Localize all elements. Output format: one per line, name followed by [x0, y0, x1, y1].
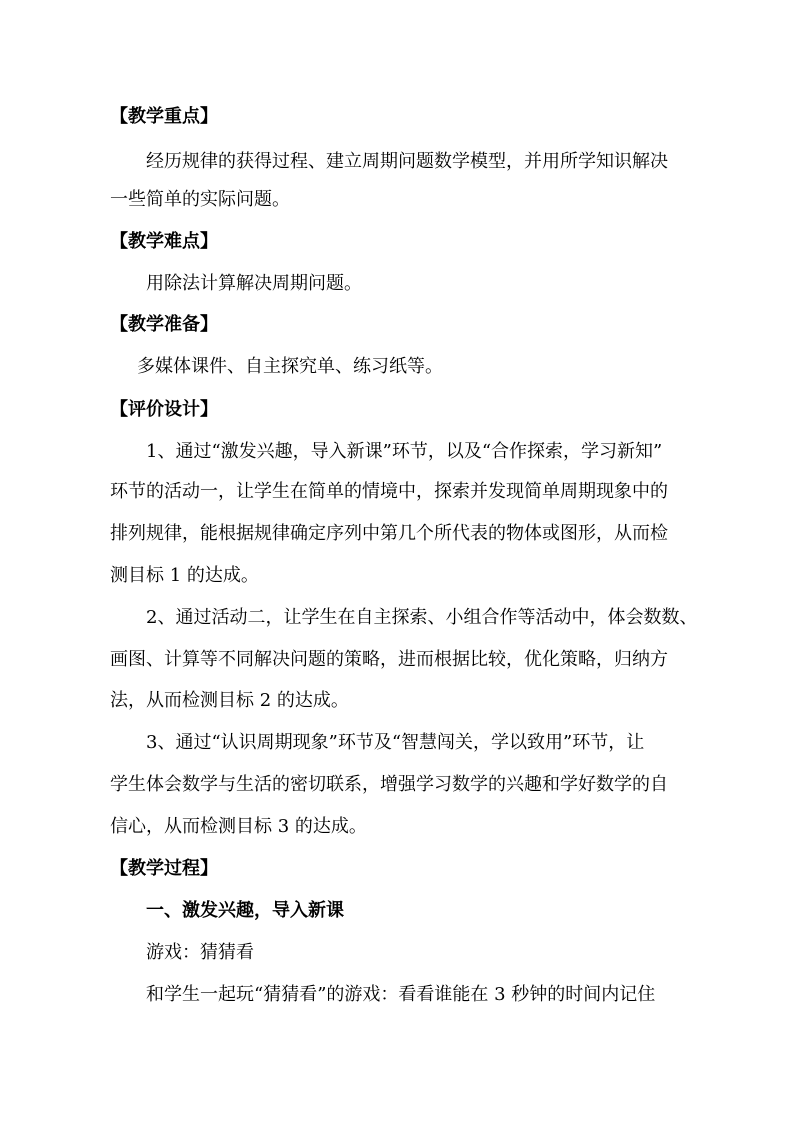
paragraph-line: 学生体会数学与生活的密切联系，增强学习数学的兴趣和学好数学的自 [110, 774, 668, 795]
heading-teaching-difficulty: 【教学难点】 [110, 231, 218, 252]
paragraph-line: 游戏：猜猜看 [146, 942, 254, 963]
paragraph-line: 多媒体课件、自主探究单、练习纸等。 [137, 356, 443, 377]
paragraph-line: 信心，从而检测目标 3 的达成。 [110, 816, 367, 837]
heading-teaching-process: 【教学过程】 [110, 858, 218, 879]
paragraph-line: 排列规律，能根据规律确定序列中第几个所代表的物体或图形，从而检 [110, 523, 668, 544]
paragraph-line: 测目标 1 的达成。 [110, 565, 259, 586]
heading-teaching-focus: 【教学重点】 [110, 106, 218, 127]
paragraph-line: 3、通过“认识周期现象”环节及“智慧闯关，学以致用”环节，让 [146, 732, 645, 753]
paragraph-line: 和学生一起玩“猜猜看”的游戏：看看谁能在 3 秒钟的时间内记住 [146, 984, 656, 1005]
paragraph-line: 画图、计算等不同解决问题的策略，进而根据比较，优化策略，归纳方 [110, 649, 668, 670]
paragraph-line: 一些简单的实际问题。 [110, 189, 290, 210]
paragraph-line: 2、通过活动二，让学生在自主探索、小组合作等活动中，体会数数、 [146, 607, 698, 628]
paragraph-line: 法，从而检测目标 2 的达成。 [110, 690, 349, 711]
paragraph-line: 环节的活动一，让学生在简单的情境中，探索并发现简单周期现象中的 [110, 481, 668, 502]
heading-teaching-preparation: 【教学准备】 [110, 314, 218, 335]
paragraph-line: 1、通过“激发兴趣，导入新课”环节，以及“合作探索，学习新知” [146, 441, 663, 462]
subheading-intro: 一、激发兴趣，导入新课 [146, 900, 344, 921]
paragraph-line: 经历规律的获得过程、建立周期问题数学模型，并用所学知识解决 [146, 151, 668, 172]
paragraph-line: 用除法计算解决周期问题。 [146, 273, 362, 294]
heading-evaluation-design: 【评价设计】 [110, 399, 218, 420]
